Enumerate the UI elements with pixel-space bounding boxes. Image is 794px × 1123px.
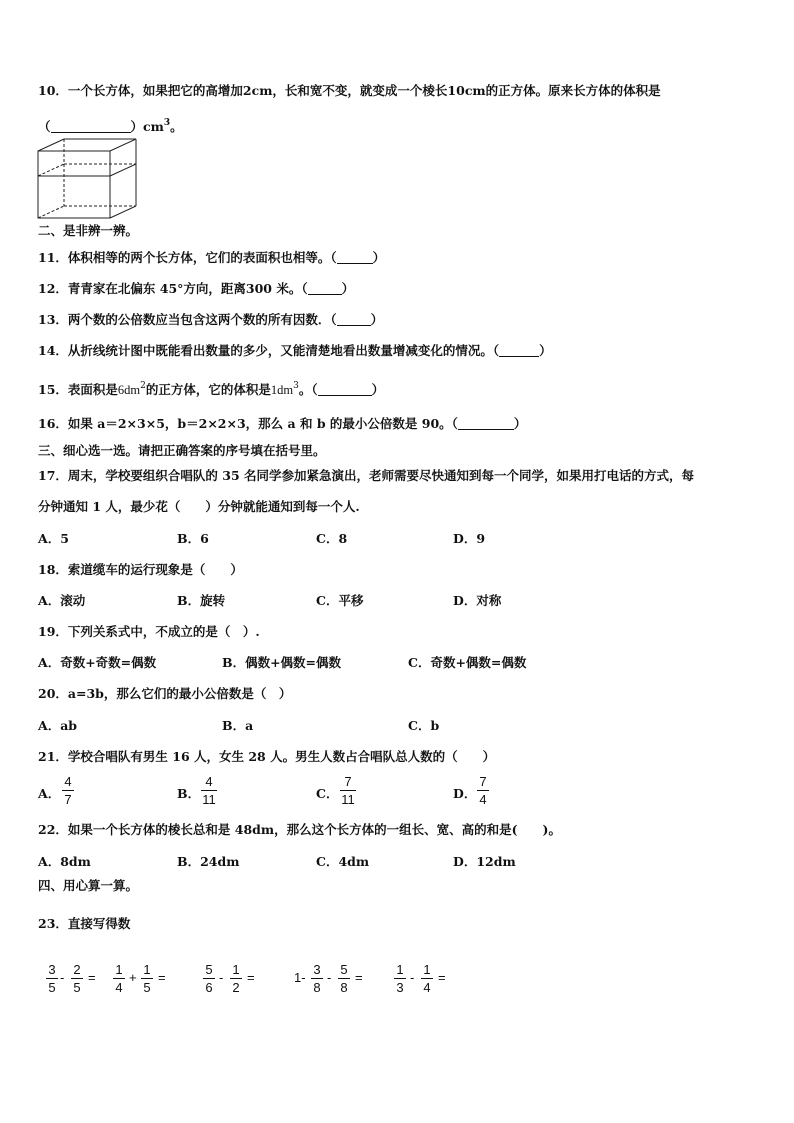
- denominator: 4: [115, 980, 123, 995]
- q11: [38, 250, 385, 266]
- q14-close: ）: [539, 343, 552, 358]
- q13-blank[interactable]: [337, 313, 371, 326]
- q23-e3-frac2: [230, 962, 242, 995]
- q23-e1-op: -: [60, 970, 65, 985]
- q22-text: 22．如果一个长方体的棱长总和是 48dm，那么这个长方体的一组长、宽、高的和是( )。: [38, 822, 561, 837]
- q16-close: ）: [513, 416, 527, 431]
- q19-text: 19．下列关系式中，不成立的是（ ）.: [38, 624, 260, 639]
- section4-heading: 四、用心算一算。: [38, 878, 139, 893]
- q22-option-a[interactable]: A．8dm: [38, 854, 91, 869]
- q23-e2-frac1: [113, 962, 125, 995]
- q10-end: 。: [170, 119, 183, 134]
- q18-option-d[interactable]: D．对称: [453, 593, 502, 608]
- q23-e3-op: -: [219, 970, 224, 985]
- denominator: 5: [143, 980, 151, 995]
- denominator: 3: [396, 980, 404, 995]
- q21-option-d-label[interactable]: D．: [453, 786, 477, 801]
- numerator: 4: [64, 774, 72, 789]
- q16-text: 16．如果 a＝2×3×5，b＝2×2×3，那么 a 和 b 的最小公倍数是 90。（: [38, 416, 458, 431]
- q17-option-a[interactable]: A．5: [38, 531, 69, 546]
- q15-text-e: 。（: [298, 382, 318, 397]
- q10-open: （: [38, 119, 51, 134]
- numerator: 3: [313, 962, 321, 977]
- q23-e5-op: -: [410, 970, 415, 985]
- q15: [38, 378, 384, 398]
- denominator: 11: [202, 792, 216, 807]
- q17-option-c[interactable]: C．8: [316, 531, 348, 546]
- numerator: 1: [232, 962, 240, 977]
- numerator: 7: [344, 774, 352, 789]
- q19-option-b[interactable]: B．偶数+偶数=偶数: [222, 655, 342, 670]
- q20-option-c[interactable]: C．b: [408, 718, 440, 733]
- q22-option-b[interactable]: B．24dm: [177, 854, 240, 869]
- q21-option-a-label[interactable]: A．: [38, 786, 61, 801]
- q15-blank[interactable]: [318, 383, 372, 396]
- denominator: 2: [232, 980, 240, 995]
- q15-area: 6dm: [117, 383, 141, 397]
- q14-text: 14．从折线统计图中既能看出数量的多少，又能清楚地看出数量增减变化的情况。（: [38, 343, 500, 358]
- q15-close: ）: [371, 382, 385, 397]
- q23-e4-frac2: [338, 962, 350, 995]
- numerator: 1: [115, 962, 123, 977]
- denominator: 8: [313, 980, 321, 995]
- q10-line1: 10．一个长方体，如果把它的高增加2cm，长和宽不变，就变成一个棱长10cm的正方体。原来长方体的体积是: [38, 83, 661, 98]
- q12: [38, 281, 354, 297]
- q18-option-c[interactable]: C．平移: [316, 593, 364, 608]
- q23-e4-equals: =: [355, 970, 363, 985]
- q23-e1-equals: =: [88, 970, 96, 985]
- q14-blank[interactable]: [499, 344, 539, 357]
- q23-e2-equals: =: [158, 970, 166, 985]
- q23-e2-frac2: [141, 962, 153, 995]
- q22-option-c[interactable]: C．4dm: [316, 854, 370, 869]
- q16-blank[interactable]: [458, 417, 514, 430]
- denominator: 11: [341, 792, 355, 807]
- numerator: 2: [73, 962, 81, 977]
- q21-text: 21．学校合唱队有男生 16 人，女生 28 人。男生人数占合唱队总人数的（ ）: [38, 749, 496, 764]
- q11-close: ）: [372, 250, 386, 265]
- q15-volume-sup: 3: [293, 381, 299, 391]
- denominator: 5: [48, 980, 56, 995]
- q20-option-a[interactable]: A．ab: [38, 718, 78, 733]
- q22-option-d[interactable]: D．12dm: [453, 854, 516, 869]
- q14: [38, 343, 552, 359]
- q21-option-c-fraction[interactable]: [340, 774, 356, 807]
- numerator: 4: [205, 774, 213, 789]
- q15-area-sup: 2: [140, 381, 146, 391]
- q20-option-b[interactable]: B．a: [222, 718, 254, 733]
- numerator: 1: [143, 962, 151, 977]
- q15-text-a: 15．表面积是: [38, 382, 118, 397]
- q10-sup: 3: [163, 118, 171, 128]
- q17-line1: 17．周末，学校要组织合唱队的 35 名同学参加紧急演出，老师需要尽快通知到每一个同学，如果用打电话的方式，每: [38, 468, 694, 483]
- q13-text: 13．两个数的公倍数应当包含这两个数的所有因数．（: [38, 312, 337, 327]
- numerator: 5: [205, 962, 213, 977]
- section3-heading: 三、细心选一选。请把正确答案的序号填在括号里。: [38, 443, 326, 458]
- q23-e4-frac1: [311, 962, 323, 995]
- q21-option-b-fraction[interactable]: [201, 774, 217, 807]
- q23-e1-frac1: [46, 962, 58, 995]
- numerator: 7: [479, 774, 487, 789]
- numerator: 5: [340, 962, 348, 977]
- denominator: 4: [479, 792, 487, 807]
- q23-e2-op: +: [129, 970, 137, 985]
- q23-e5-frac2: [421, 962, 433, 995]
- q23-e5-equals: =: [438, 970, 446, 985]
- q12-text: 12．青青家在北偏东 45°方向，距离300 米。（: [38, 281, 308, 296]
- q17-line2: 分钟通知 1 人，最少花（ ）分钟就能通知到每一个人.: [38, 499, 360, 514]
- q23-e5-frac1: [394, 962, 406, 995]
- numerator: 1: [396, 962, 404, 977]
- q10-line2: [38, 115, 183, 135]
- q12-blank[interactable]: [308, 282, 342, 295]
- numerator: 1: [423, 962, 431, 977]
- q21-option-c-label[interactable]: C．: [316, 786, 339, 801]
- q18-option-b[interactable]: B．旋转: [177, 593, 226, 608]
- q21-option-b-label[interactable]: B．: [177, 786, 201, 801]
- q17-option-b[interactable]: B．6: [177, 531, 209, 546]
- q13-close: ）: [370, 312, 384, 327]
- q17-option-d[interactable]: D．9: [453, 531, 486, 546]
- q18-option-a[interactable]: A．滚动: [38, 593, 86, 608]
- q20-text: 20．a=3b，那么它们的最小公倍数是（ ）: [38, 686, 292, 701]
- section2-heading: 二、是非辨一辨。: [38, 223, 139, 238]
- q23-text: 23．直接写得数: [38, 916, 131, 931]
- q13: [38, 312, 383, 328]
- q11-blank[interactable]: [337, 251, 373, 264]
- denominator: 7: [64, 792, 72, 807]
- q21-option-a-fraction[interactable]: [62, 774, 74, 807]
- q23-e4-op: -: [327, 970, 332, 985]
- q23-e3-equals: =: [247, 970, 255, 985]
- q19-option-a[interactable]: A．奇数+奇数=偶数: [38, 655, 157, 670]
- q10-close: ）cm: [130, 119, 164, 134]
- cuboid-figure: [36, 137, 140, 221]
- q15-volume: 1dm: [270, 383, 294, 397]
- q16: [38, 416, 526, 432]
- q10-blank[interactable]: [51, 120, 131, 133]
- q21-option-d-fraction[interactable]: [477, 774, 489, 807]
- q18-text: 18．索道缆车的运行现象是（ ）: [38, 562, 243, 577]
- denominator: 8: [340, 980, 348, 995]
- numerator: 3: [48, 962, 56, 977]
- q12-close: ）: [341, 281, 355, 296]
- denominator: 5: [73, 980, 81, 995]
- q19-option-c[interactable]: C．奇数+偶数=偶数: [408, 655, 527, 670]
- denominator: 6: [205, 980, 213, 995]
- denominator: 4: [423, 980, 431, 995]
- q23-e1-frac2: [71, 962, 83, 995]
- q15-text-c: 的正方体，它的体积是: [145, 382, 271, 397]
- q23-e4-lead: 1-: [294, 970, 306, 985]
- q23-e3-frac1: [203, 962, 215, 995]
- q11-text: 11．体积相等的两个长方体，它们的表面积也相等。（: [38, 250, 337, 265]
